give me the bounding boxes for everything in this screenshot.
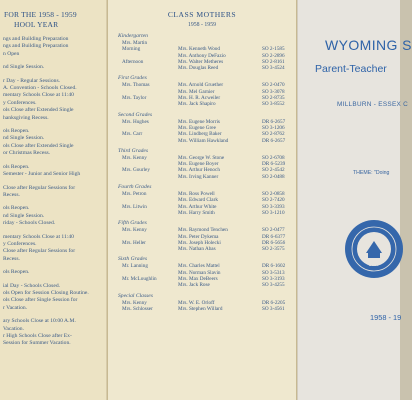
calendar-entry-line: ols Close after Extended Single (3, 107, 74, 114)
phone-number: DR 6-6377 (262, 233, 286, 240)
phone-number: SO 2-3575 (262, 246, 285, 253)
mother-name: Mrs. Harry Smith (178, 209, 215, 216)
calendar-entry (3, 269, 104, 276)
teacher-name: Mr. McLoughlin (122, 276, 157, 283)
teacher-name: Mrs. Thomas (122, 82, 150, 89)
mother-name: Mrs. Stephen Willard (178, 305, 223, 312)
phone-number: SO 2-6708 (262, 154, 285, 161)
calendar-entry (3, 283, 104, 313)
phone-number: SO 2-4542 (262, 167, 285, 174)
school-year: 1958 - 19 (370, 313, 402, 322)
phone-number: DR 6-1602 (262, 263, 286, 270)
calendar-entry-line: Vacation. (3, 325, 24, 332)
calendar-entry-line: ols Reopen. (3, 128, 30, 135)
mother-name: Mrs. H. R. Acweiler (178, 95, 221, 102)
class-mothers-panel (107, 0, 297, 400)
calendar-entry-line: ial Day - Schools Closed. (3, 282, 61, 289)
teacher-name (108, 246, 178, 252)
mother-name: Mrs. Joseph Holecki (178, 239, 221, 246)
calendar-entry-line: Semester - Junior and Senior High (3, 171, 81, 178)
calendar-entry-line: r High Schools Close after Ex- (3, 333, 72, 339)
class-mother-row (108, 101, 296, 107)
calendar-entry-line: ngs and Building Preparation (3, 43, 69, 50)
phone-number: SO 3-4561 (262, 305, 285, 312)
calendar-entry-line: or Christmas Recess. (3, 150, 51, 157)
calendar-entry (3, 234, 104, 264)
calendar-entry-line: y Conferences. (3, 99, 37, 106)
phone-number: SO 3-4255 (262, 282, 285, 289)
calendar-entry (3, 318, 104, 348)
calendar-entry-line: A. Convention - Schools Closed. (3, 85, 77, 92)
mother-name: Mrs. Ross Powell (178, 191, 215, 198)
phone-number: SO 2-8735 (262, 95, 285, 102)
mother-name: Mrs. Eugene Gree (178, 124, 216, 131)
calendar-entry (3, 64, 104, 71)
phone-number: SO 2-0488 (262, 173, 285, 180)
calendar-heading-line: HOOL YEAR (14, 20, 59, 29)
calendar-entry-line: nd Single Session. (3, 64, 45, 71)
theme-text: THEME: "Doing (353, 170, 390, 176)
teacher-name (108, 138, 178, 144)
teacher-name: Mrs. Kenny (122, 227, 147, 234)
phone-number: SO 3-3393 (262, 203, 285, 210)
grade-heading: Fourth Grades (118, 184, 152, 191)
mother-name: Mrs. Norman Slavin (178, 269, 221, 276)
mother-name: Mrs. Nathan Abas (178, 246, 216, 253)
class-mothers-years: 1958 - 1959 (187, 22, 217, 28)
calendar-entry-line: nd Single Session. (3, 135, 45, 142)
teacher-name: Mrs. Schlosser (122, 305, 153, 312)
mother-name: Mrs. Kenneth Wood (178, 46, 220, 53)
calendar-entry-line: ngs and Building Preparation (3, 36, 69, 42)
town-name: MILLBURN - ESSEX C (337, 101, 409, 108)
mother-name: Mrs. Arthur White (178, 203, 217, 210)
phone-number: DR 6-2205 (262, 299, 286, 306)
teacher-name: Mrs. Martin (122, 40, 148, 46)
calendar-entry (3, 78, 104, 122)
calendar-entry-line: r Vacation. (3, 304, 28, 311)
cover-panel (297, 0, 412, 400)
fold-line (296, 0, 298, 400)
calendar-entry-line: riday - Schools Closed. (3, 220, 56, 227)
class-mother-row (108, 174, 296, 180)
phone-number: SO 2-8762 (262, 131, 285, 138)
phone-number: SO 2-1585 (262, 46, 285, 53)
calendar-entry-line: ols Close after Single Session for (3, 297, 78, 304)
class-mothers-list (108, 33, 296, 312)
teacher-name: Mrs. Gourley (122, 167, 150, 174)
calendar-entry-line: mentary Schools Close at 11:40 (3, 233, 74, 240)
phone-number: SO 2-7420 (262, 197, 285, 204)
grade-heading: Sixth Grades (118, 256, 148, 263)
phone-number: DR 6-2657 (262, 137, 286, 144)
teacher-name (108, 101, 178, 107)
teacher-name: Mrs. Kenny (122, 154, 147, 161)
fold-line (106, 0, 108, 400)
teacher-name (108, 282, 178, 288)
teacher-name: Mrs. Carr (122, 131, 143, 138)
calendar-entry (3, 185, 104, 200)
class-mother-row (108, 138, 296, 144)
phone-number: SO 3-8552 (262, 101, 285, 108)
mother-name: Mrs. W. E. Orloff (178, 299, 215, 306)
class-mother-row (108, 246, 296, 252)
calendar-entry-line: ols Open for Session Closing Routine. (3, 289, 89, 296)
mother-name: Mrs. Walter Metheres (178, 58, 224, 65)
grade-heading: Kindergarten (118, 33, 148, 39)
grade-heading: First Grades (118, 75, 147, 82)
mother-name: Mrs. Irving Kanner (178, 173, 219, 180)
phone-number: DR 6-5239 (262, 161, 286, 168)
teacher-name: Mrs. Petron (122, 191, 147, 198)
class-mother-row (108, 210, 296, 216)
seal-icon (344, 219, 404, 279)
calendar-entry-line: Session for Summer Vacation. (3, 340, 71, 347)
calendar-entry (3, 128, 104, 158)
calendar-entry-line: Close after Regular Sessions for (3, 248, 76, 255)
mother-name: Mrs. Arthur Henoch (178, 167, 220, 174)
mother-name: Mrs. Eugene Boyer (178, 161, 219, 168)
phone-number: SO 2-0858 (262, 191, 285, 198)
mother-name: Mrs. Eugene Morris (178, 118, 220, 125)
calendar-entry-line: r Day - Regular Sessions. (3, 77, 61, 84)
mother-name: Mrs. Jack Shapiro (178, 101, 216, 108)
calendar-entry-line: Recess. (3, 255, 20, 262)
teacher-name (108, 65, 178, 71)
teacher-name: Mrs. Hughes (122, 118, 149, 125)
mother-name: Mrs. Peter Dykema (178, 233, 219, 240)
grade-heading: Second Grades (118, 111, 153, 118)
calendar-entry-line: y Conferences. (3, 240, 37, 247)
teacher-name: Mrs. Taylor (122, 95, 147, 102)
calendar-panel (0, 0, 107, 400)
mother-name: Mrs. Edward Clark (178, 197, 218, 204)
calendar-entry (3, 164, 104, 179)
calendar-entry (3, 205, 104, 227)
calendar-entry-line: ols Close after Extended Single (3, 142, 74, 149)
phone-number: SO 3-1210 (262, 209, 285, 216)
phone-number: SO 2-8161 (262, 58, 285, 65)
mother-name: Mrs. Anthony DeFazio (178, 52, 226, 59)
calendar-entry-line: ols Reopen. (3, 163, 30, 170)
mother-name: Mrs. Charles Mattel (178, 263, 220, 270)
seal-year: 1897 (368, 262, 380, 268)
calendar-entry-line: ols Reopen. (3, 269, 30, 276)
calendar-entry-line: n Open (3, 50, 20, 57)
phone-number: DR 6-5656 (262, 239, 286, 246)
phone-number: SO 2-0477 (262, 227, 285, 234)
calendar-entry (3, 36, 104, 58)
phone-number: SO 3-4524 (262, 65, 285, 72)
calendar-heading-line: FOR THE 1958 - 1959 (4, 10, 77, 19)
mother-name: Mrs. Max DeBeers (178, 276, 218, 283)
class-mother-row (108, 306, 296, 312)
phone-number: SO 3-1206 (262, 124, 285, 131)
phone-number: SO 2-2896 (262, 52, 285, 59)
class-mother-row (108, 65, 296, 71)
teacher-name: Morning (122, 46, 141, 53)
grade-heading: Special Classes (118, 292, 153, 299)
mother-name: Mrs. William Hawkland (178, 137, 229, 144)
phone-number: SO 3-3193 (262, 276, 285, 283)
phone-number: SO 2-0470 (262, 82, 285, 89)
class-mother-row (108, 282, 296, 288)
teacher-name (108, 174, 178, 180)
phone-number: SO 3-3078 (262, 88, 285, 95)
calendar-list (0, 36, 107, 348)
mother-name: Mrs. George W. Stone (178, 154, 225, 161)
phone-number: SO 3-5313 (262, 269, 285, 276)
calendar-entry-line: hanksgiving Recess. (3, 114, 49, 121)
calendar-entry-line: Recess. (3, 191, 20, 198)
school-name: WYOMING S (325, 37, 412, 53)
teacher-name: Mr. Lanning (122, 263, 148, 270)
teacher-name: Mrs. Kenny (122, 299, 147, 306)
teacher-name: Mrs. Litwin (122, 203, 147, 210)
calendar-heading (4, 10, 107, 30)
calendar-entry-line: ary Schools Close at 10:00 A.M. (3, 318, 76, 325)
calendar-entry-line: ols Reopen. (3, 205, 30, 212)
teacher-name: Afternoon (122, 58, 144, 65)
mother-name: Mrs. Mel Garnier (178, 88, 215, 95)
class-mothers-title: CLASS MOTHERS (167, 10, 237, 19)
teacher-name: Mrs. Heller (122, 239, 146, 246)
phone-number: DR 6-2657 (262, 118, 286, 125)
grade-heading: Third Grades (118, 147, 149, 154)
association-name: Parent-Teacher (315, 63, 387, 75)
calendar-entry-line: mentary Schools Close at 11:40 (3, 92, 74, 99)
mother-name: Mrs. Raymond Tenchen (178, 227, 228, 234)
mother-name: Mrs. Douglas Reed (178, 65, 219, 72)
calendar-entry-line: Close after Regular Sessions for (3, 184, 76, 191)
mother-name: Mrs. Lindberg Baker (178, 131, 222, 138)
grade-heading: Fifth Grades (118, 220, 147, 227)
mother-name: Mrs. Arnold Gruether (178, 82, 224, 89)
teacher-name (108, 210, 178, 216)
mother-name: Mrs. Jack Rose (178, 282, 210, 289)
calendar-entry-line: nd Single Session. (3, 212, 45, 219)
